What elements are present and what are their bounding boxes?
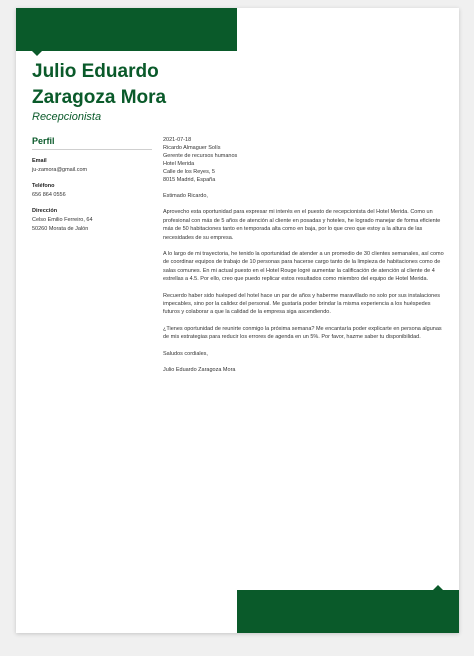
recipient-line: Hotel Merida [163, 161, 195, 167]
applicant-role: Recepcionista [32, 111, 102, 123]
header-accent-notch [32, 51, 42, 56]
letter-greeting: Estimado Ricardo, [163, 193, 208, 199]
letter-closing: Saludos cordiales, [163, 350, 208, 357]
letter-paragraph: Recuerdo haber sido huésped del hotel hace un par de años y haberme maravillado no solo por sus instalaciones impecables, sino por la calidez del personal. Me gustaría poder brindar la misma experiencia a los huéspedes futuros y colaborar a que la calidad de la empresa siga ascendiendo. [163, 292, 441, 316]
applicant-name-line1: Julio Eduardo [32, 61, 159, 82]
address-label: Dirección [32, 208, 58, 214]
address-line1: Celso Emilio Ferreiro, 64 [32, 217, 93, 223]
cover-letter-body [163, 136, 445, 374]
phone-value: 656 864 0556 [32, 192, 66, 198]
profile-sidebar [32, 136, 152, 234]
letter-signature: Julio Eduardo Zaragoza Mora [163, 366, 236, 373]
recipient-line: Calle de los Reyes, 5 [163, 169, 215, 175]
recipient-line: 8015 Madrid, España [163, 177, 216, 183]
email-label: Email [32, 158, 47, 164]
applicant-name [32, 59, 166, 111]
resume-page [16, 8, 459, 633]
applicant-name-line2: Zaragoza Mora [32, 87, 167, 108]
letter-paragraph: Aprovecho esta oportunidad para expresar mi interés en el puesto de recepcionista del Hotel Merida. Como un profesional con más de 5 años de atención al cliente en posadas y hoteles, he logrado manejar de forma eficiente más de 50 habitaciones tanto en temporada alta como en baja, por lo que creo que estoy a la altura de las necesidades de su empresa. [163, 209, 441, 241]
header-accent-band [16, 8, 237, 51]
recipient-line: Ricardo Almaguer Solís [163, 145, 221, 151]
letter-date: 2021-07-18 [163, 137, 192, 143]
recipient-line: Gerente de recursos humanos [163, 153, 238, 159]
address-value [32, 216, 152, 234]
profile-heading: Perfil [32, 136, 152, 150]
footer-accent-band [237, 590, 459, 633]
address-line2: 50260 Morata de Jalón [32, 226, 89, 232]
phone-label: Teléfono [32, 183, 55, 189]
email-value: ju-zamora@gmail.com [32, 167, 88, 173]
letter-paragraph: ¿Tienes oportunidad de reunirte conmigo la próxima semana? Me encantaría poder explicarte en persona algunas de mis estrategias para reducir los errores de agenda en un 5%. Por favor, hazme saber tu disponibilidad. [163, 325, 442, 341]
letter-paragraph: A lo largo de mi trayectoria, he tenido la oportunidad de atender a un promedio de 30 clientes semanales, así como de coordinar equipos de trabajo de 10 personas para hacerse cargo tanto de la limpieza de habitaciones como de salas comunes. En mi actual puesto en el Hotel Rouge logré aumentar la calificación de atención al cliente de 4 estrellas a 4.5. Por ello, creo que puedo replicar estos resultados como miembro del equipo de Hotel Merida. [163, 251, 444, 283]
